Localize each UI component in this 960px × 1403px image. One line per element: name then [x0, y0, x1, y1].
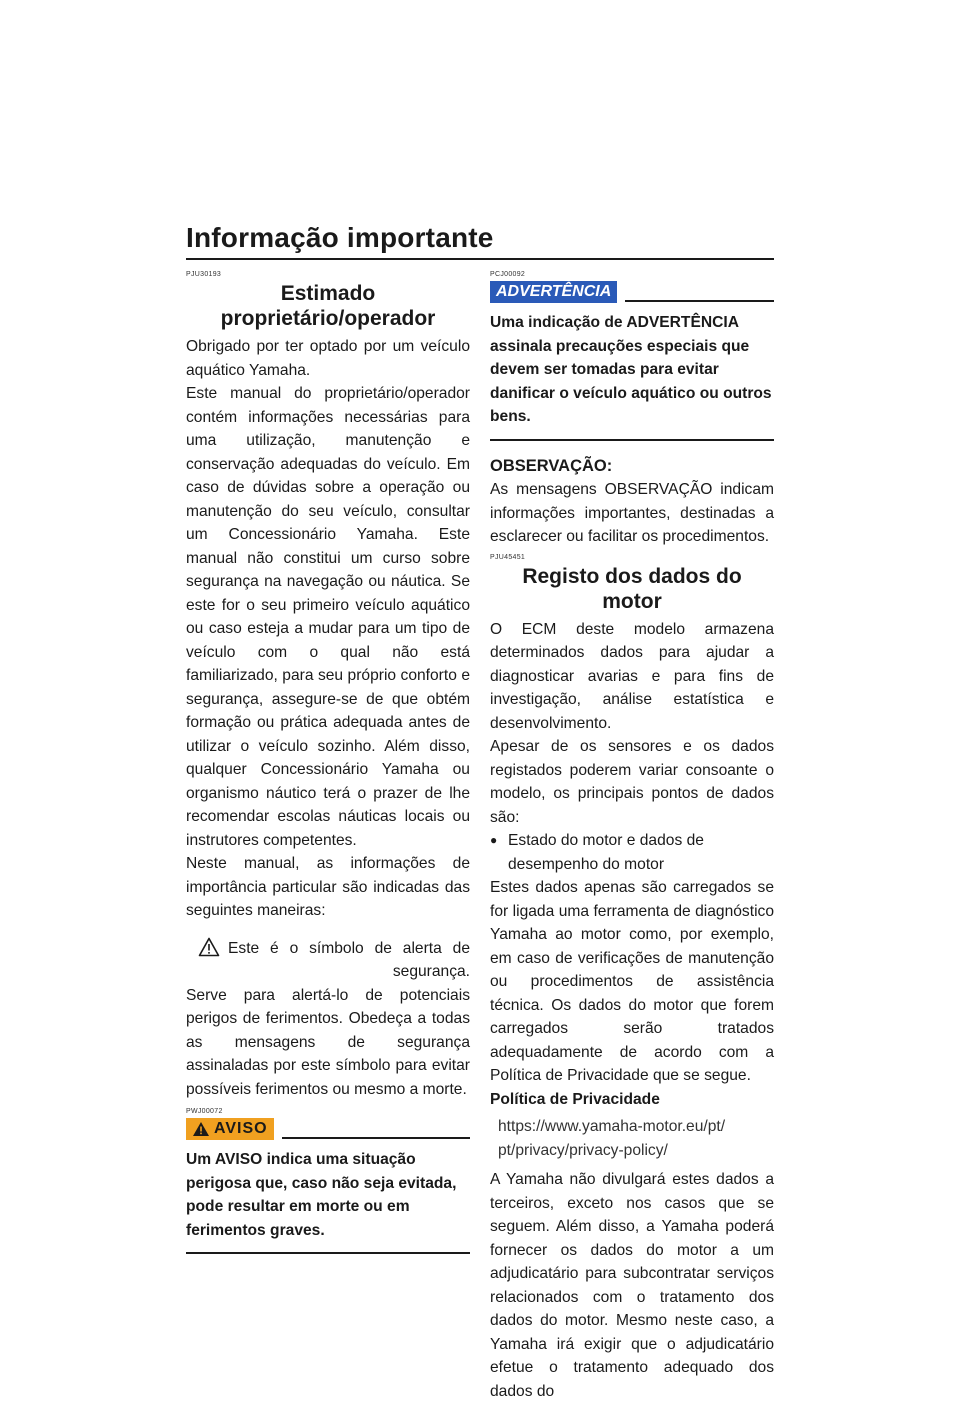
aviso-label: AVISO	[214, 1120, 268, 1137]
page-header	[186, 222, 774, 260]
aviso-badge	[186, 1118, 274, 1140]
warning-triangle-icon	[192, 1121, 210, 1137]
divider	[625, 300, 774, 302]
list-item	[490, 829, 774, 876]
privacy-url-line[interactable]: https://www.yamaha-motor.eu/pt/	[498, 1118, 726, 1135]
list-item-text: Estado do motor e dados de desempenho do motor	[508, 832, 704, 873]
section-title-line: Estimado	[280, 282, 376, 305]
observacao-text: As mensagens OBSERVAÇÃO indicam informações importantes, destinadas a esclarecer ou facilitar os procedimentos.	[490, 481, 774, 545]
paragraph: Obrigado por ter optado por um veículo aquático Yamaha.	[186, 338, 470, 379]
left-column	[186, 270, 470, 1254]
right-column	[490, 270, 774, 1403]
privacy-url-line[interactable]: pt/privacy/privacy-policy/	[498, 1141, 668, 1159]
section-title-owner	[186, 281, 470, 331]
section-code: PJU45451	[490, 553, 526, 561]
aviso-text: Um AVISO indica uma situação perigosa que, caso não seja evitada, pode resultar em morte ou em ferimentos graves.	[186, 1140, 470, 1254]
safety-alert-text: Este é o símbolo de alerta de segurança.	[228, 939, 470, 980]
paragraph: Serve para alertá-lo de potenciais perigos de ferimentos. Obedeça a todas as mensagens de segurança assinaladas por este símbolo para evitar possíveis ferimentos ou mesmo a morte.	[186, 986, 470, 1098]
advertencia-badge: ADVERTÊNCIA	[490, 281, 617, 303]
paragraph: O ECM deste modelo armazena determinados dados para ajudar a diagnosticar avarias e para fins de investigação, análise estatística e desenvolvimento.	[490, 620, 774, 732]
paragraph: Apesar de os sensores e os dados registados poderem variar consoante o modelo, os principais pontos de dados são:	[490, 738, 774, 826]
advertencia-header	[490, 281, 774, 303]
warning-code: PWJ00072	[186, 1108, 223, 1115]
aviso-header	[186, 1118, 470, 1140]
safety-alert-line	[186, 937, 470, 984]
paragraph: Este manual do proprietário/operador contém informações necessárias para uma utilização, manutenção e conservação adequadas do veículo. Em caso de dúvidas sobre a operação ou manutenção do seu veículo, consultar um Concessionário Yamaha. Este manual não constitui um curso sobre segurança na navegação ou náutica. Se este for o seu primeiro veículo aquático ou caso esteja a mudar para um tipo de veículo com o qual não está familiarizado, para seu próprio conforto e segurança, assegure-se de que obtém formação ou prática adequada antes de utilizar o veículo sozinho. Além disso, qualquer Concessionário Yamaha ou organismo náutico terá o prazer de lhe recomendar escolas náuticas locais ou instrutores competentes.	[186, 385, 470, 849]
privacy-title: Política de Privacidade	[490, 1090, 660, 1108]
section-title-line: proprietário/operador	[220, 307, 436, 330]
observacao-title: OBSERVAÇÃO:	[490, 456, 613, 475]
paragraph: A Yamaha não divulgará estes dados a terceiros, exceto nos casos que se seguem. Além disso, a Yamaha poderá fornecer os dados do motor a um adjudicatário para subcontratar serviços relacionados com o tratamento dos dados do motor. Mesmo neste caso, a Yamaha irá exigir que o adjudicatário efetue o tratamento adequado dos dados do	[490, 1171, 774, 1400]
divider	[282, 1137, 470, 1139]
warning-triangle-icon	[198, 937, 220, 957]
page-title: Informação importante	[186, 222, 494, 253]
bullet-icon: ●	[490, 833, 498, 847]
section-title-registo: Registo dos dados do motor	[522, 564, 742, 613]
paragraph: Estes dados apenas são carregados se for ligada uma ferramenta de diagnóstico Yamaha ao motor como, por exemplo, em caso de verificações de manutenção ou procedimentos de assistência técnica. Os dados do motor que forem carregados serão tratados adequadamente de acordo com a Política de Privacidade que se segue.	[490, 879, 774, 1084]
paragraph: Neste manual, as informações de importância particular são indicadas das seguintes maneiras:	[186, 855, 470, 919]
section-code: PCJ00092	[490, 271, 526, 278]
section-code: PJU30193	[186, 271, 222, 278]
advertencia-text: Uma indicação de ADVERTÊNCIA assinala precauções especiais que devem ser tomadas para evitar danificar o veículo aquático ou outros bens.	[490, 303, 774, 441]
